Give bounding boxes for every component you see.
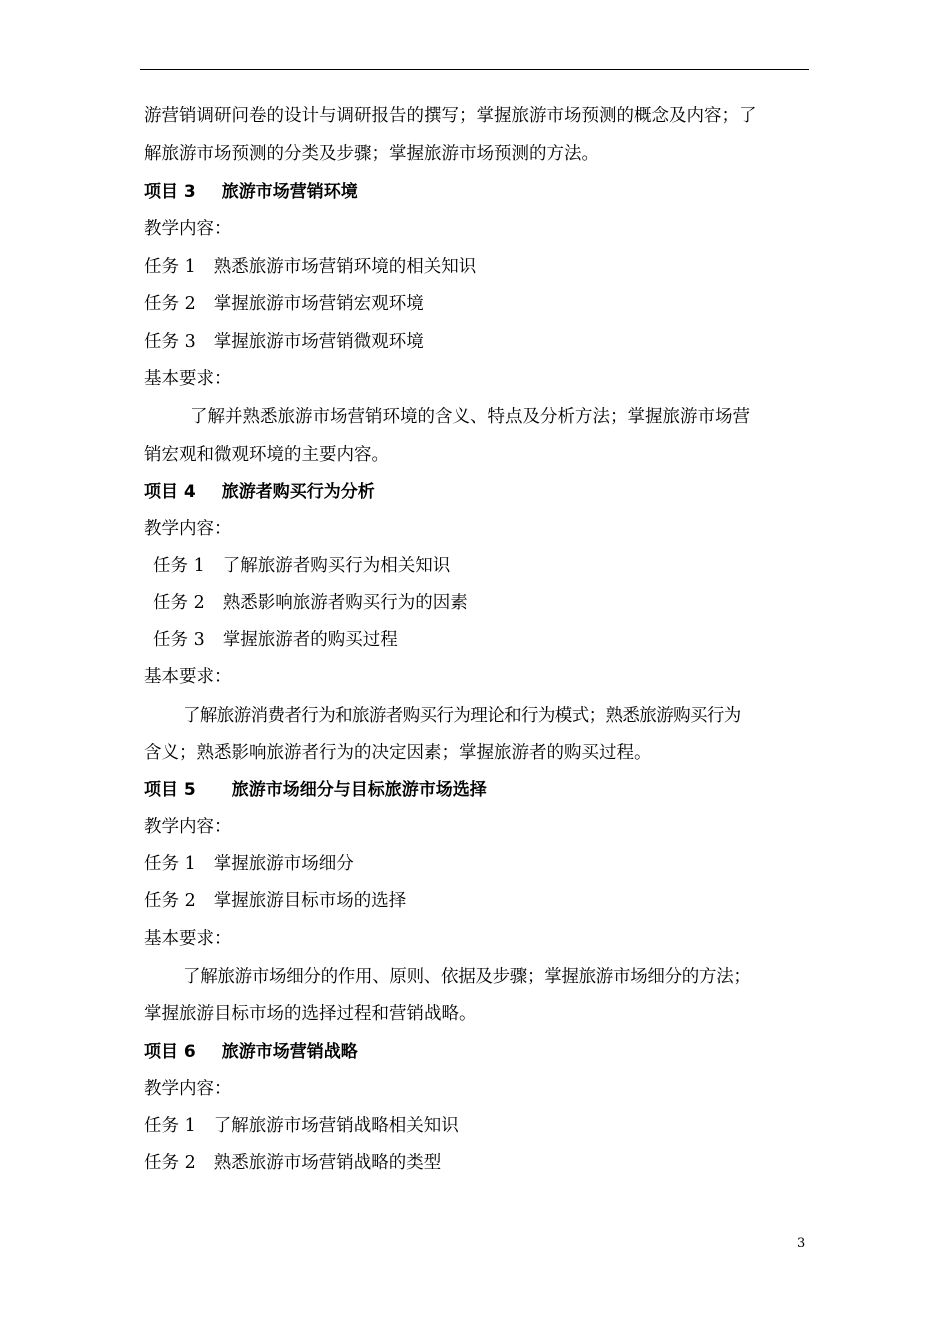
project-title: 旅游市场细分与目标旅游市场选择 — [231, 780, 487, 800]
paragraph-line: 游营销调研问卷的设计与调研报告的撰写；掌握旅游市场预测的概念及内容；了 — [144, 106, 757, 126]
requirements-label: 基本要求： — [144, 369, 232, 389]
task-item — [144, 852, 354, 876]
task-number: 任务 2 — [153, 593, 205, 613]
project-heading — [144, 180, 358, 204]
task-text: 熟悉旅游市场营销环境的相关知识 — [213, 257, 477, 277]
content-label: 教学内容： — [144, 219, 232, 239]
project-number: 项目 5 — [144, 780, 196, 800]
task-item — [144, 255, 476, 279]
task-text: 掌握旅游市场细分 — [213, 854, 354, 874]
project-title: 旅游市场营销环境 — [221, 182, 358, 202]
task-number: 任务 3 — [144, 332, 196, 352]
project-heading — [144, 1040, 358, 1064]
task-number: 任务 2 — [144, 1153, 196, 1173]
task-number: 任务 1 — [144, 854, 196, 874]
task-number: 任务 1 — [144, 1116, 196, 1136]
project-number: 项目 4 — [144, 482, 196, 502]
task-item — [153, 554, 450, 578]
task-item — [144, 889, 406, 913]
task-text: 掌握旅游目标市场的选择 — [213, 891, 407, 911]
task-item — [144, 292, 424, 316]
task-number: 任务 2 — [144, 294, 196, 314]
paragraph-line: 掌握旅游目标市场的选择过程和营销战略。 — [144, 1004, 477, 1024]
task-text: 熟悉旅游市场营销战略的类型 — [213, 1153, 442, 1173]
task-item — [153, 591, 468, 615]
paragraph-line: 销宏观和微观环境的主要内容。 — [144, 445, 389, 465]
task-item — [144, 1151, 441, 1175]
requirements-label: 基本要求： — [144, 667, 232, 687]
paragraph-line: 含义；熟悉影响旅游者行为的决定因素；掌握旅游者的购买过程。 — [144, 743, 652, 763]
task-item — [153, 628, 398, 652]
header-rule — [140, 69, 809, 70]
task-item — [144, 330, 424, 354]
task-text: 了解旅游者购买行为相关知识 — [222, 556, 451, 576]
task-number: 任务 3 — [153, 630, 205, 650]
paragraph-line: 解旅游市场预测的分类及步骤；掌握旅游市场预测的方法。 — [144, 144, 599, 164]
task-text: 熟悉影响旅游者购买行为的因素 — [222, 593, 468, 613]
project-heading — [144, 480, 375, 504]
content-label: 教学内容： — [144, 1079, 232, 1099]
task-item — [144, 1114, 459, 1138]
content-label: 教学内容： — [144, 519, 232, 539]
task-text: 掌握旅游者的购买过程 — [222, 630, 398, 650]
task-text: 掌握旅游市场营销宏观环境 — [213, 294, 424, 314]
paragraph-line: 了解旅游消费者行为和旅游者购买行为理论和行为模式；熟悉旅游购买行为 — [183, 706, 741, 726]
task-text: 了解旅游市场营销战略相关知识 — [213, 1116, 459, 1136]
requirements-label: 基本要求： — [144, 929, 232, 949]
project-heading — [144, 778, 487, 802]
content-label: 教学内容： — [144, 817, 232, 837]
task-number: 任务 1 — [144, 257, 196, 277]
task-number: 任务 2 — [144, 891, 196, 911]
project-title: 旅游市场营销战略 — [221, 1042, 358, 1062]
paragraph-line: 了解旅游市场细分的作用、原则、依据及步骤；掌握旅游市场细分的方法； — [183, 967, 751, 987]
task-text: 掌握旅游市场营销微观环境 — [213, 332, 424, 352]
project-title: 旅游者购买行为分析 — [221, 482, 375, 502]
paragraph-line: 了解并熟悉旅游市场营销环境的含义、特点及分析方法；掌握旅游市场营 — [190, 407, 750, 427]
project-number: 项目 3 — [144, 182, 196, 202]
project-number: 项目 6 — [144, 1042, 196, 1062]
page-number: 3 — [797, 1236, 806, 1251]
task-number: 任务 1 — [153, 556, 205, 576]
